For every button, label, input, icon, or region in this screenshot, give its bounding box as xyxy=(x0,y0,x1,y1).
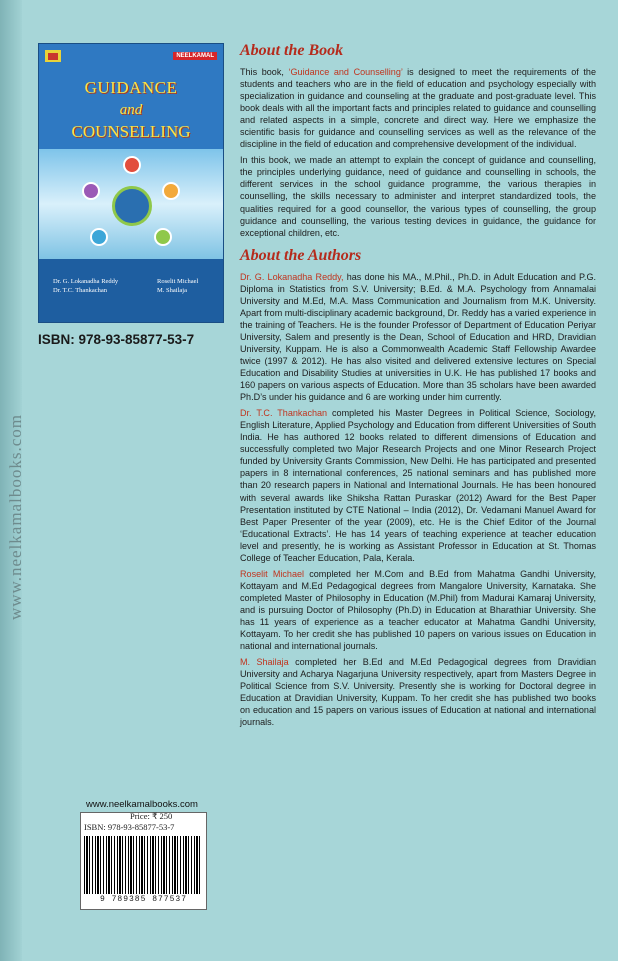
cover-authors xyxy=(39,259,223,323)
isbn-label: ISBN: 978-93-85877-53-7 xyxy=(38,332,195,347)
publisher-logo-icon xyxy=(45,50,61,62)
about-book-paragraph-2: In this book, we made an attempt to explain the concept of guidance and counselling, the principles underlying guidance, need of guidance and counselling in schools, the different services in the school guidance programme, the various therapies in counselling, the skills necessary to administer and interpret standardized tools, the qualities required for a good counsellor, the various types of counselling, the group guidance and counselling, the various testing devices in guidance, the guidance for exceptional children, etc. xyxy=(240,155,596,238)
author-bio-michael: Roselit Michael completed her M.Com and B.Ed from Mahatma Gandhi University, Kottayam and M.Ed Pedagogical degrees from Mangalore University, Karnataka. She completed Master of Philosophy in Education (M.Phil) from Madurai Kamaraj University, and is pursuing Doctor of Philosophy (Ph.D) in Education at Bharathiar University. She has 11 years of experience as a teacher educator at Mahatma Gandhi University, Kottayam. To her credit she has published 10 papers on various issues on Education in national and international journals. xyxy=(240,568,596,652)
cover-author: Dr. T.C. Thankachan xyxy=(53,287,107,294)
author-name: Roselit Michael xyxy=(240,568,305,579)
barcode-url: www.neelkamalbooks.com xyxy=(86,799,198,810)
author-bio-thankachan: Dr. T.C. Thankachan completed his Master Degrees in Political Science, Sociology, English Literature, Applied Psychology and Education from different Universities of South India. He has authored 12 books related to different dimensions of Education and successfully completed two Major Research Projects and one Minor Research Project funded by University Grants Commission, New Delhi. He has participated and presented papers in 8 international conferences, 25 national seminars and has published more than 20 research papers in National and International Journals. He has been honoured with several awards like Shiksha Rattan Puraskar (2012) Award for the Best Paper Presentation instituted by CTE National – India (2012), Dr. Vedamani Manuel Award for Best Paper Presenter of the year (2009), etc. He is the Chief Editor of the Journal ‘Educational Extracts’. He has 14 years of teaching experience at teacher education level and presently, he is working as Assistant Professor in Education at St. Thomas College of Teacher Education, Pala, Kerala. xyxy=(240,408,596,563)
diagram-node xyxy=(162,182,180,200)
barcode-icon xyxy=(84,836,202,894)
diagram-center xyxy=(112,186,152,226)
price-label: Price: ₹ 250 xyxy=(130,811,173,821)
cover-title-line3: COUNSELLING xyxy=(71,122,191,141)
cover-title-line1: GUIDANCE xyxy=(84,78,178,97)
cover-author: Roselit Michael xyxy=(157,278,199,285)
author-name: Dr. G. Lokanadha Reddy, xyxy=(240,271,344,282)
author-bio-reddy: Dr. G. Lokanadha Reddy, has done his MA., M.Phil., Ph.D. in Adult Education and P.G. Diploma in Statistics from S.V. University; B.Ed. & M.A. Psychology from Annamalai University and M.Ed, M.A. Mass Communication and Journalism from M.K. University. Apart from multi-disciplinary academic background, Dr. Reddy has a varied experience in the training of Teachers. He is the founder Professor of Department of Education Periyar University, Salem and presently is the Dean, School of Education and HRD, Dravidian University, Kuppam. He is also a Commonwealth Academic Staff Fellowship Awardee twice (1997 & 2012). He has also visited and delivered extensive lectures on Special Education and Disability Studies at universities in U.K. He has published 17 books and 160 papers on various aspects of Education. More than 35 scholars have been awarded Ph.D’s under his guidance and 6 are working under him currently. xyxy=(240,271,597,403)
about-authors-heading: About the Authors xyxy=(240,246,362,264)
diagram-node xyxy=(82,182,100,200)
back-cover-text xyxy=(240,42,596,732)
diagram-node xyxy=(90,228,108,246)
author-bio-shailaja: M. Shailaja completed her B.Ed and M.Ed Pedagogical degrees from Dravidian University and Acharya Nagarjuna University respectively, apart from Masters Degree in Political Science from S.V. University. Presently she is working for Doctoral degree in Education at Dravidian University, Kuppam. To her credit she has published two books on education and 15 papers on various issues of Education at national and international journals. xyxy=(240,657,596,728)
author-name: M. Shailaja xyxy=(240,657,289,668)
cover-diagram xyxy=(82,156,182,256)
book-title-highlight: ‘Guidance and Counselling’ xyxy=(288,67,403,77)
cover-author: Dr. G. Lokanadha Reddy xyxy=(53,278,119,285)
barcode-isbn: ISBN: 978-93-85877-53-7 xyxy=(84,822,175,832)
cover-thumbnail xyxy=(38,43,224,323)
side-website-url: www.neelkamalbooks.com xyxy=(6,414,25,620)
diagram-node xyxy=(123,156,141,174)
about-book-heading: About the Book xyxy=(240,42,344,59)
author-name: Dr. T.C. Thankachan xyxy=(240,408,328,419)
diagram-node xyxy=(154,228,172,246)
cover-publisher: NEELKAMAL xyxy=(173,52,217,60)
about-book-paragraph-1: This book, ‘Guidance and Counselling’ is designed to meet the requirements of the students and teachers who are in the field of education and psychology especially with specialization in guidance and counseling at the graduate and post-graduate level. This book deals with all the important facts and principles related to guidance and counselling and related aspects in a simple, concrete and direct way. Here we emphasize the scientific basis for guidance and counselling services as well as the relevance of the discipline in the field of education and comprehensive development of the individual. xyxy=(240,67,596,150)
cover-title-line2: and xyxy=(119,102,143,118)
barcode-digits: 9 789385 877537 xyxy=(99,895,187,904)
cover-author: M. Shailaja xyxy=(157,287,187,294)
